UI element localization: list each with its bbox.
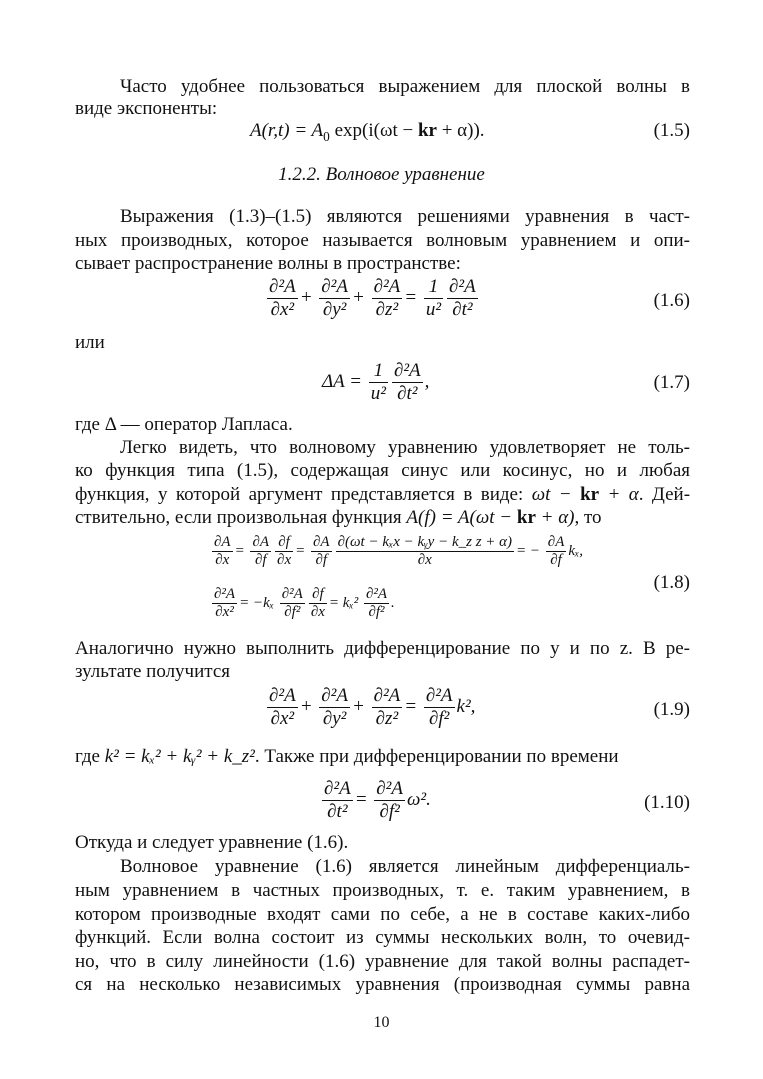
paragraph-line: ся на несколько независимых уравнения (производная суммы равна bbox=[75, 974, 690, 995]
paragraph-line: ных производных, которое называется волновым уравнением и опи- bbox=[75, 230, 690, 251]
equation-1-6: $\frac{\text{∂²A}}{\text{∂x²}}$ + $\frac{\text{∂²A}}{\text{∂y²}}$ + $\frac{\text{∂²A}}{\text{∂z²}}$ = $\frac{1}{\text{u²}}$ $\frac{\text{∂²A}}{\text{∂t²}}$ (1.6) bbox=[269, 276, 690, 320]
paragraph-line: зультате получится bbox=[75, 661, 230, 682]
paragraph-line: котором производные входят сами по себе, а не в составе каких-либо bbox=[75, 904, 690, 925]
equation-1-8: $\frac{\partial A}{\partial x}$ = $\frac{\partial A}{\partial f}$ $\frac{\partial f}{\partial x}$ = $\frac{\partial A}{\partial f}$ $\frac{\text{∂(ωt − kₓx − kᵧy − k\_z z + α)}}{\partial x}$ = − $\frac{\partial A}{\partial f}$ kₓ, $\frac{\text{∂²A}}{\text{∂x²}}$ = −kₓ $\frac{\text{∂²A}}{\text{∂f²}}$ $\frac{\partial f}{\partial x}$ = kₓ² $\frac{\text{∂²A}}{\text{∂f²}}$ . (1.8) bbox=[214, 534, 690, 620]
paragraph-line: ко функция типа (1.5), содержащая синус или косинус, но и любая bbox=[75, 460, 690, 481]
paragraph-line: ным уравнением в частных производных, т. е. таким уравнением, в bbox=[75, 880, 690, 901]
paragraph-line: ствительно, если произвольная функция A(f) = A(ωt − kr + α), то bbox=[75, 507, 602, 528]
paragraph-line: Аналогично нужно выполнить дифференцирование по y и по z. В ре- bbox=[75, 638, 690, 659]
paragraph-line: функция, у которой аргумент представляется в виде: ωt − kr + α. Дей- bbox=[75, 484, 691, 505]
equation-1-7: ΔA = $\frac{1}{\text{u²}}$ $\frac{\text{∂²A}}{\text{∂t²}}$ , (1.7) bbox=[322, 360, 690, 404]
paragraph-line: Волновое уравнение (1.6) является линейным дифференциаль- bbox=[120, 856, 690, 877]
equation-number: (1.5) bbox=[653, 120, 690, 141]
equation-number: (1.7) bbox=[653, 372, 690, 393]
page-number: 10 bbox=[373, 1014, 390, 1031]
equation-1-5: $A(r,t) = A_0$ exp(i(ωt − kr + α)). (1.5) bbox=[250, 120, 690, 144]
equation-1-10: $\frac{\text{∂²A}}{\text{∂t²}}$ = $\frac{\text{∂²A}}{\text{∂f²}}$ ω². (1.10) bbox=[324, 778, 690, 822]
paragraph-line: Откуда и следует уравнение (1.6). bbox=[75, 832, 349, 853]
paragraph-line: но, что в силу линейности (1.6) уравнение для такой волны распадет- bbox=[75, 951, 690, 972]
paragraph-line: Выражения (1.3)–(1.5) являются решениями уравнения в част- bbox=[120, 206, 690, 227]
paragraph-line: функций. Если волна состоит из суммы нескольких волн, то очевид- bbox=[75, 927, 690, 948]
paragraph-line: виде экспоненты: bbox=[75, 98, 218, 119]
paragraph-line: Часто удобнее пользоваться выражением для плоской волны в bbox=[120, 76, 690, 97]
paragraph-line: Легко видеть, что волновому уравнению удовлетворяет не толь- bbox=[120, 437, 690, 458]
section-heading: 1.2.2. Волновое уравнение bbox=[278, 164, 485, 185]
equation-1-9: $\frac{\text{∂²A}}{\text{∂x²}}$ + $\frac{\text{∂²A}}{\text{∂y²}}$ + $\frac{\text{∂²A}}{\text{∂z²}}$ = $\frac{\text{∂²A}}{\text{∂f²}}$ k², (1.9) bbox=[269, 685, 690, 729]
equation-number: (1.6) bbox=[653, 290, 690, 311]
paragraph-line: сывает распространение волны в пространстве: bbox=[75, 253, 461, 274]
equation-number: (1.10) bbox=[644, 792, 690, 813]
paragraph-line: где Δ — оператор Лапласа. bbox=[75, 414, 293, 435]
paragraph-line: где k² = kₓ² + kᵧ² + k_z². Также при дифференцировании по времени bbox=[75, 746, 619, 767]
word-or: или bbox=[75, 332, 105, 353]
equation-number: (1.9) bbox=[653, 699, 690, 720]
equation-number: (1.8) bbox=[653, 572, 690, 593]
